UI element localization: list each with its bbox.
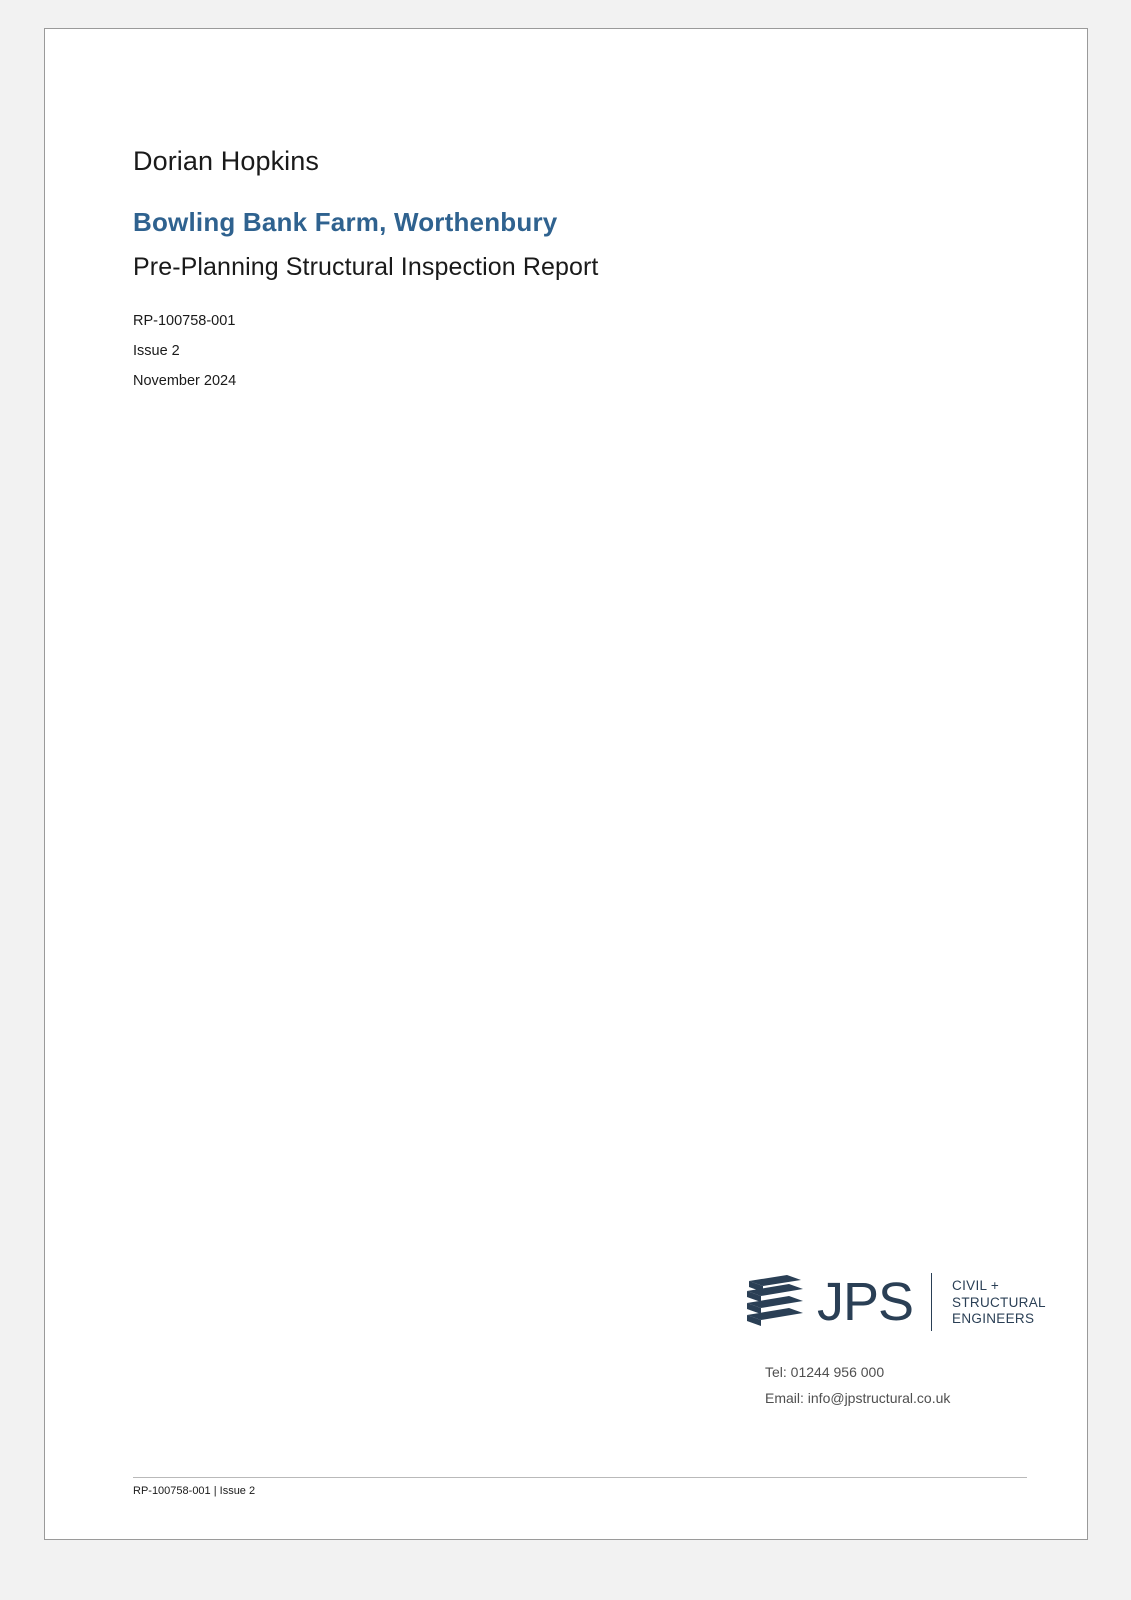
contact-details	[765, 1359, 1063, 1411]
company-logo-block	[743, 1271, 1063, 1411]
page-content	[133, 29, 1046, 1539]
logo-tagline-line-2: STRUCTURAL	[952, 1294, 1046, 1310]
client-name: Dorian Hopkins	[133, 146, 319, 176]
document-reference: RP-100758-001	[133, 313, 236, 329]
document-issue: Issue 2	[133, 343, 180, 359]
report-subtitle: Pre-Planning Structural Inspection Report	[133, 253, 599, 281]
document-metadata	[133, 306, 236, 396]
logo-divider	[931, 1273, 932, 1331]
logo-tagline	[952, 1276, 1046, 1328]
logo-tagline-line-1: CIVIL +	[952, 1278, 1000, 1294]
project-title: Bowling Bank Farm, Worthenbury	[133, 207, 558, 237]
page-footer: RP-100758-001 | Issue 2	[133, 1477, 1027, 1497]
document-date: November 2024	[133, 373, 237, 389]
jps-stacked-layers-icon	[743, 1271, 807, 1333]
contact-telephone: Tel: 01244 956 000	[765, 1364, 885, 1380]
jps-wordmark: JPS	[817, 1272, 914, 1332]
logo-tagline-line-3: ENGINEERS	[952, 1311, 1035, 1327]
contact-email: Email: info@jpstructural.co.uk	[765, 1390, 951, 1406]
document-page	[44, 28, 1088, 1540]
logo-row	[743, 1271, 1063, 1333]
